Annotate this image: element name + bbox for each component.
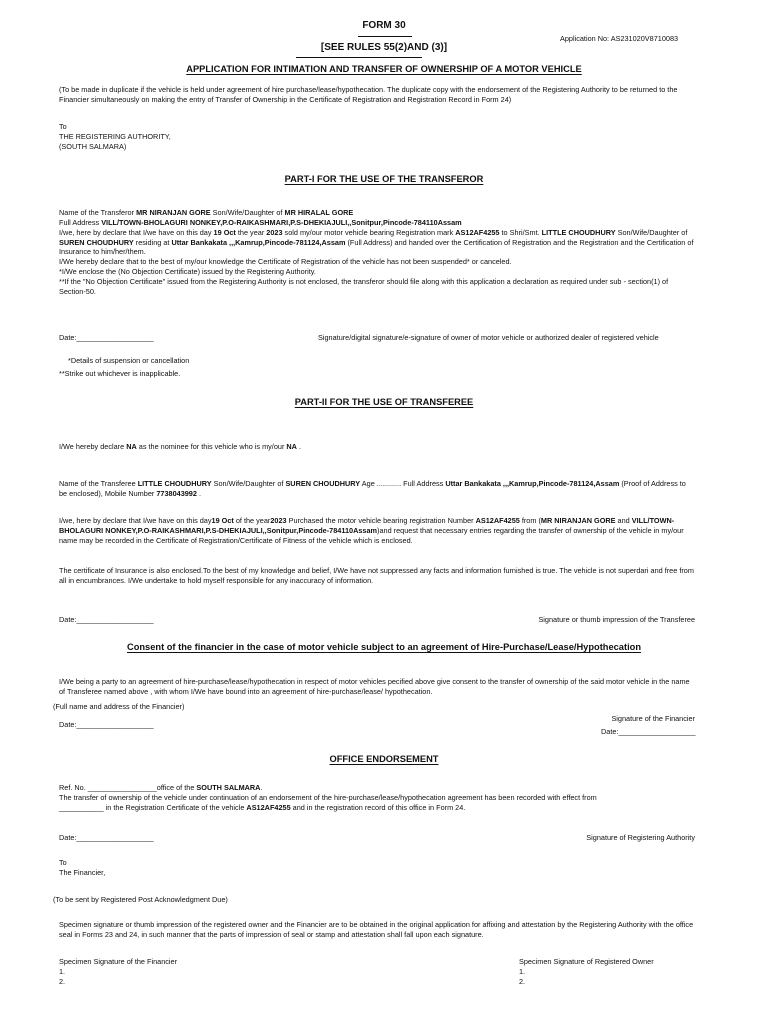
form-title: FORM 30 [362,20,406,31]
part2-date: Date:___________________ [59,615,154,624]
consent-heading: Consent of the financier in the case of motor vehicle subject to an agreement of Hire-Purchase/Lease/Hypothecation [126,642,642,652]
title-rule [358,36,412,37]
insurance-declaration: The certificate of Insurance is also enclosed.To the best of my knowledge and belief, I/We have not suppressed any facts and information furnished is true. The vehicle is not superdari and free from all in encumbrances. I/We undertake to hold myself responsible for any inaccuracy of information. [59,566,694,585]
transfer-recorded-line: The transfer of ownership of the vehicle under continuation of an endorsement of the hire-purchase/lease/hypothecation agreement has been recorded with effect from [59,792,597,802]
strike-footnote: **Strike out whichever is inapplicable. [59,369,181,378]
to-financier-label: To [59,858,67,867]
specimen-note: Specimen signature or thumb impression of the registered owner and the Financier are to be obtained in the original application for affixing and attestation by the Registering Authority with the office seal in Forms 23 and 24, in such manner that the parts of impression of seal or stamp and attestation shall fall upon each signature. [59,920,694,939]
transferor-name-line: Name of the Transferor MR NIRANJAN GORE Son/Wife/Daughter of MR HIRALAL GORE [59,208,354,217]
registration-mark: AS12AF4255 [455,227,500,237]
intro-note: (To be made in duplicate if the vehicle is held under agreement of hire purchase/lease/hypothecation. The duplicate copy with the endorsement of the Registering Authority to be returned to the Financier simultaneously on making the entry of Transfer of Ownership in the Certificate of Registration and Registration Record in Form 24) [59,85,678,104]
rules-rule [296,57,422,58]
nominee-line: I/We hereby declare NA as the nominee for this vehicle who is my/our NA . [59,442,302,451]
financier-specimen-2: 2. [59,976,66,986]
part1-date: Date:___________________ [59,333,154,342]
consent-date: Date:___________________ [59,720,154,729]
registered-post-note: (To be sent by Registered Post Acknowledgment Due) [53,895,228,904]
nominee-value: NA [126,442,137,451]
specimen-owner-block [519,957,654,987]
financier-label: The Financier, [59,867,106,877]
part2-heading: PART-II FOR THE USE OF TRANSFEREE [294,397,474,407]
financier-name-line: (Full name and address of the Financier) [53,702,185,711]
financier-addressee [59,858,694,878]
office-endorsement-body [59,783,694,813]
registering-authority: THE REGISTERING AUTHORITY, [59,131,171,141]
registration-record-line: ___________ in the Registration Certificate of the vehicle AS12AF4255 and in the registration record of this office in Form 24. [59,802,466,812]
transferor-parent: MR HIRALAL GORE [284,208,354,217]
financier-signature-date: Date:___________________ [601,727,696,736]
transferee-signature: Signature or thumb impression of the Transferee [538,615,695,624]
part1-heading: PART-I FOR THE USE OF THE TRANSFEROR [284,174,484,184]
suspension-footnote: *Details of suspension or cancellation [68,356,190,365]
application-number: Application No: AS231020V8710083 [560,34,679,43]
addressee-block [59,122,694,152]
office-name: SOUTH SALMARA [196,783,261,792]
transferor-address: VILL/TOWN-BHOLAGURI NONKEY,P.O-RAIKASHMARI,P.S-DHEKIAJULI,,Sonitpur,Pincode-784110Assam [101,217,462,227]
registering-authority-signature: Signature of Registering Authority [586,833,695,842]
specimen-financier-label: Specimen Signature of the Financier [59,957,178,966]
part1-signature: Signature/digital signature/e-signature of owner of motor vehicle or authorized dealer of registered vehicle [318,333,659,342]
consent-text: I/We being a party to an agreement of hire-purchase/lease/hypothecation in respect of motor vehicles pecified above give consent to the transfer of ownership of the said motor vehicle in the name of Transferee named above , with whom I/We have bound into an agreement of hire-purchase/lease/ hypothecation. [59,677,690,696]
specimen-financier-block [59,957,177,987]
transferee-name: LITTLE CHOUDHURY [137,479,212,488]
suspension-declaration: I/We hereby declare that to the best of my/our knowledge the Certificate of Registration of the vehicle has not been suspended* or canceled. [59,257,512,267]
financier-signature: Signature of the Financier [611,714,695,723]
main-heading: APPLICATION FOR INTIMATION AND TRANSFER OF OWNERSHIP OF A MOTOR VEHICLE [186,64,582,74]
transferee-details: Name of the Transferee LITTLE CHOUDHURY Son/Wife/Daughter of SUREN CHOUDHURY Age ............ Full Address Uttar Bankakata ,,,Kamrup,Pincode-781124,Assam (Proof of Address to be enclosed), Mobile Number 7738043992 . [59,479,686,498]
rules-line: [SEE RULES 55(2)AND (3)] [320,42,448,53]
office-date: Date:___________________ [59,833,154,842]
mobile-number: 7738043992 [156,488,197,498]
authority-place: (SOUTH SALMARA) [59,141,127,151]
transferor-address-line: Full Address VILL/TOWN-BHOLAGURI NONKEY,P.O-RAIKASHMARI,P.S-DHEKIAJULI,,Sonitpur,Pincode-784110Assam [59,217,462,227]
financier-specimen-1: 1. [59,966,66,976]
owner-specimen-1: 1. [519,966,526,976]
purchase-declaration: I/we, here by declare that I/we have on this day19 Oct of the year2023 Purchased the motor vehicle bearing registration Number AS12AF4255 from (MR NIRANJAN GORE and VILL/TOWN-BHOLAGURI NONKEY,P.O-RAIKASHMARI,P.S-DHEKIAJULI,,Sonitpur,Pincode-784110Assam)and request that necessary entries regarding the transfer of ownership of the vehicle in my/our name may be recorded in the Certificate of Registration/Certificate of Fitness of the vehicle which is enclosed. [59,516,684,545]
part1-body [59,208,694,297]
noc-enclosed: *I/We enclose the (No Objection Certificate) issued by the Registering Authority. [59,267,316,277]
owner-specimen-2: 2. [519,976,526,986]
sale-declaration: I/we, here by declare that I/we have on this day 19 Oct the year 2023 sold my/our motor vehicle bearing Registration mark AS12AF4255 to Shri/Smt. LITTLE CHOUDHURY Son/Wife/Daughter of SUREN CHOUDHURY residing at Uttar Bankakata ,,,Kamrup,Pincode-781124,Assam (Full Address) and handed over the Certification of Registration and the Registration and the Certification of Insurance to him/her/them. [59,227,694,257]
transferee-address: Uttar Bankakata ,,,Kamrup,Pincode-781124,Assam [445,479,620,488]
noc-note: **If the "No Objection Certificate" issued from the Registering Authority is not enclosed, the transferor should file along with this application a declaration as required under sub - section(1) of Section-50. [59,276,669,296]
office-endorsement-heading: OFFICE ENDORSEMENT [329,754,439,764]
relation-value: NA [286,442,297,451]
transferor-name: MR NIRANJAN GORE [136,208,211,217]
to-label: To [59,122,67,131]
specimen-owner-label: Specimen Signature of Registered Owner [519,957,654,966]
reference-line: Ref. No. _________________office of the SOUTH SALMARA. [59,783,263,792]
